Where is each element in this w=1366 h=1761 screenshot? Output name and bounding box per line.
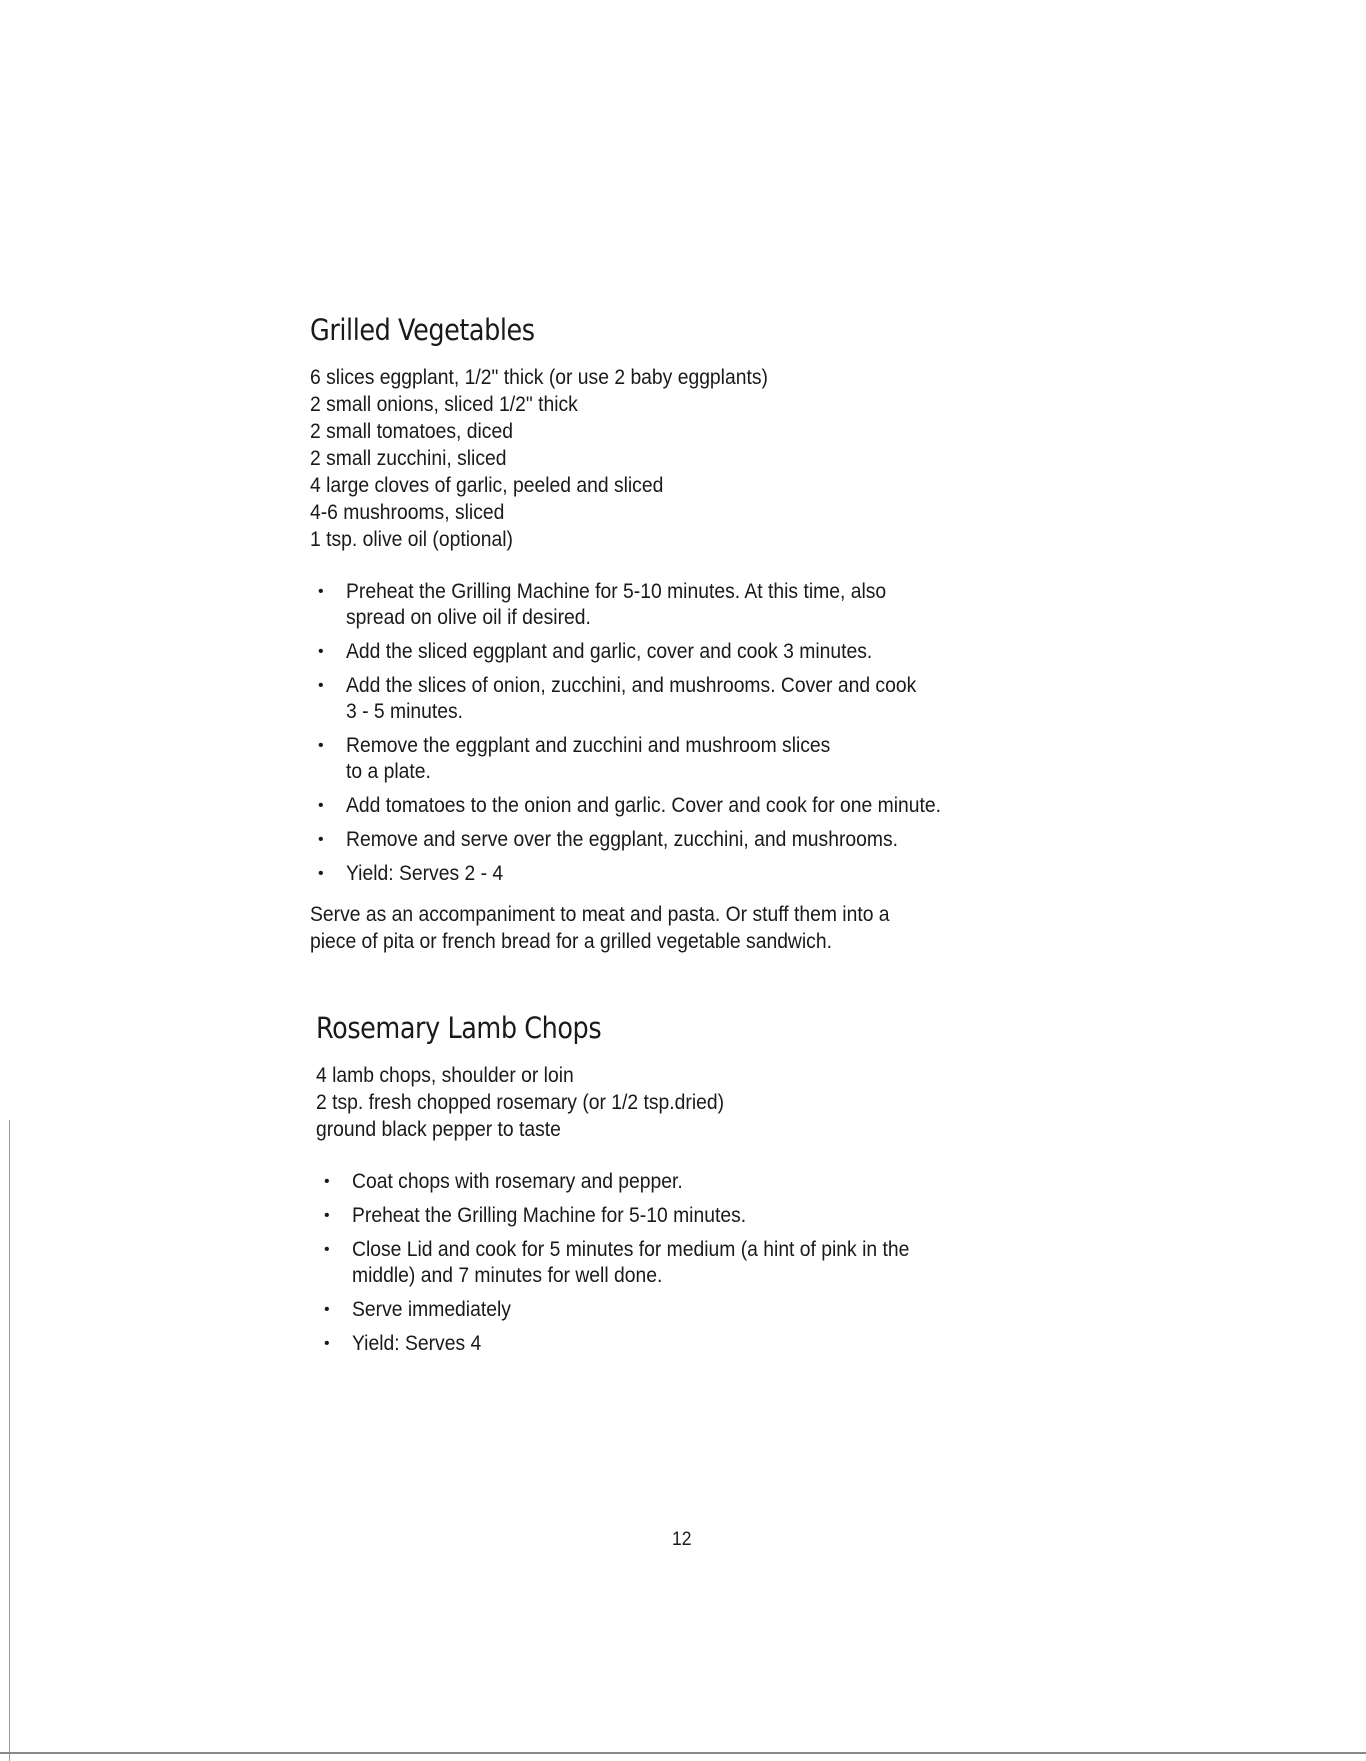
ingredient-item: 2 small tomatoes, diced [310,420,513,443]
step-item [316,1331,1092,1357]
bullet-icon: • [318,737,324,754]
step-item [316,1169,1092,1195]
step-item [310,733,1086,785]
serving-note: Serve as an accompaniment to meat and pasta. Or stuff them into a piece of pita or french bread for a grilled vegetable sandwich. [310,903,890,953]
step-text: Preheat the Grilling Machine for 5-10 minutes. [352,1204,747,1227]
step-text: Add the slices of onion, zucchini, and mushrooms. Cover and cook 3 - 5 minutes. [346,674,917,723]
recipe-title: Grilled Vegetables [310,313,535,347]
recipe-grilled-vegetables [310,310,1210,955]
step-item [316,1237,1092,1289]
bullet-icon: • [324,1301,330,1318]
ingredient-item: ground black pepper to taste [316,1118,561,1141]
bullet-icon: • [324,1207,330,1224]
bullet-icon: • [318,797,324,814]
ingredient-item: 4-6 mushrooms, sliced [310,501,505,524]
step-item [310,639,1086,665]
step-text: Yield: Serves 2 - 4 [346,862,504,885]
step-text: Coat chops with rosemary and pepper. [352,1170,683,1193]
ingredient-item: 6 slices eggplant, 1/2" thick (or use 2 baby eggplants) [310,366,768,389]
scan-edge-line [9,1120,10,1761]
ingredient-item: 4 lamb chops, shoulder or loin [316,1064,574,1087]
bullet-icon: • [324,1241,330,1258]
step-text: Serve immediately [352,1298,511,1321]
page-number: 12 [672,1529,692,1550]
step-item [310,579,1086,631]
step-item [310,673,1086,725]
ingredient-list [316,1062,1216,1143]
step-text: Yield: Serves 4 [352,1332,482,1355]
ingredient-item: 2 small zucchini, sliced [310,447,507,470]
bullet-icon: • [318,831,324,848]
bullet-icon: • [318,583,324,600]
recipe-title: Rosemary Lamb Chops [316,1011,602,1045]
bullet-icon: • [324,1335,330,1352]
bullet-icon: • [318,643,324,660]
step-text: Remove the eggplant and zucchini and mushroom slices to a plate. [346,734,831,783]
step-text: Remove and serve over the eggplant, zucchini, and mushrooms. [346,828,898,851]
step-list [310,579,1210,887]
step-item [310,861,1086,887]
step-item [316,1297,1092,1323]
step-text: Close Lid and cook for 5 minutes for medium (a hint of pink in the middle) and 7 minutes for well done. [352,1238,910,1287]
scan-bottom-line [0,1752,1366,1754]
step-item [316,1203,1092,1229]
step-text: Preheat the Grilling Machine for 5-10 minutes. At this time, also spread on olive oil if desired. [346,580,887,629]
ingredient-item: 2 small onions, sliced 1/2" thick [310,393,578,416]
ingredient-list [310,364,1210,553]
bullet-icon: • [318,865,324,882]
ingredient-item: 2 tsp. fresh chopped rosemary (or 1/2 tsp.dried) [316,1091,725,1114]
step-item [310,793,1086,819]
recipe-rosemary-lamb-chops [316,1008,1216,1365]
step-item [310,827,1086,853]
bullet-icon: • [318,677,324,694]
step-text: Add the sliced eggplant and garlic, cover and cook 3 minutes. [346,640,873,663]
step-text: Add tomatoes to the onion and garlic. Cover and cook for one minute. [346,794,941,817]
ingredient-item: 4 large cloves of garlic, peeled and sliced [310,474,664,497]
ingredient-item: 1 tsp. olive oil (optional) [310,528,513,551]
bullet-icon: • [324,1173,330,1190]
step-list [316,1169,1216,1357]
